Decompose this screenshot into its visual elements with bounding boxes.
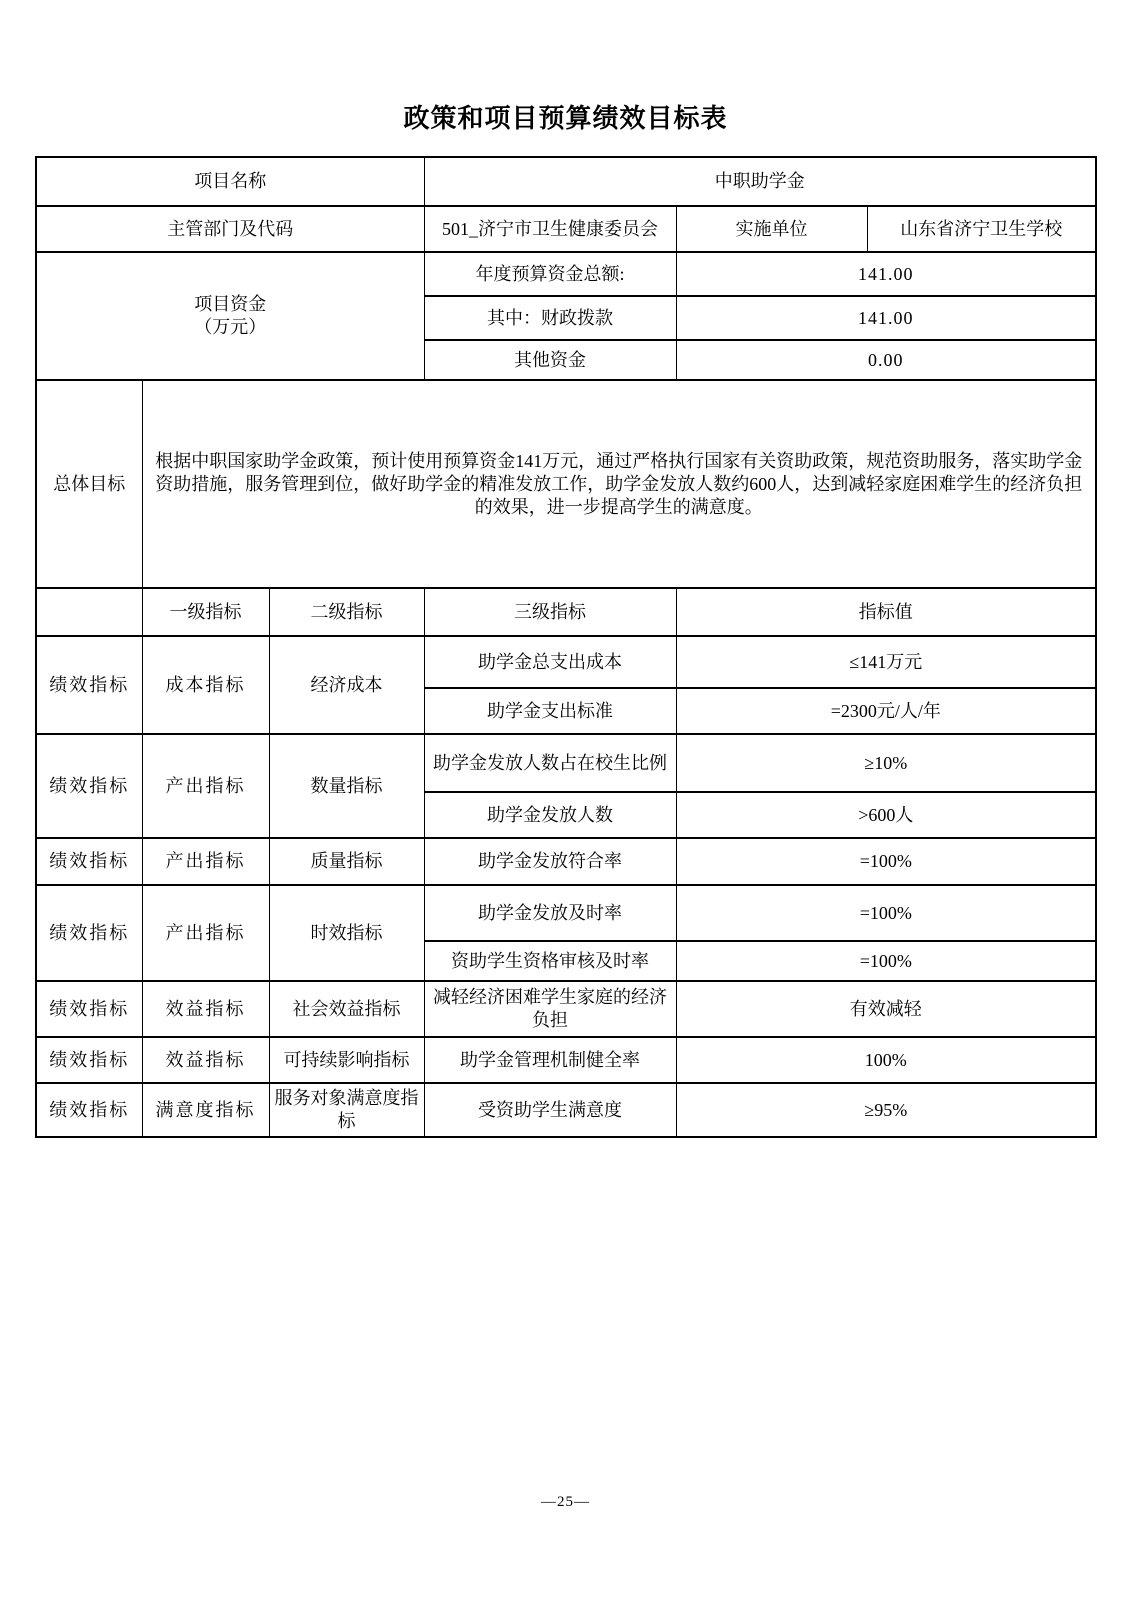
indicator-level3: 减轻经济困难学生家庭的经济负担: [424, 981, 676, 1037]
indicator-header-level1: 一级指标: [142, 588, 269, 636]
overall-goal-text: 根据中职国家助学金政策，预计使用预算资金141万元，通过严格执行国家有关资助政策，规范资助服务，落实助学金资助措施，服务管理到位，做好助学金的精准发放工作，助学金发放人数约600人，达到减轻家庭困难学生的经济负担的效果，进一步提高学生的满意度。: [142, 380, 1096, 588]
indicator-level3: 资助学生资格审核及时率: [424, 941, 676, 981]
table-row: [36, 981, 1096, 1037]
funds-total-label: 年度预算资金总额:: [424, 252, 676, 296]
indicator-value: >600人: [676, 792, 1096, 838]
indicator-value: 有效减轻: [676, 981, 1096, 1037]
table-row: [36, 157, 1096, 206]
page-title: 政策和项目预算绩效目标表: [403, 103, 728, 133]
indicator-header-level2: 二级指标: [269, 588, 424, 636]
indicator-header-value: 指标值: [676, 588, 1096, 636]
table-row: [36, 206, 1096, 252]
table-row: [36, 380, 1096, 588]
indicator-level2: 质量指标: [269, 838, 424, 885]
table-row: [36, 838, 1096, 885]
table-row: [36, 636, 1096, 688]
table-row: [36, 734, 1096, 792]
indicator-level3: 助学金发放人数: [424, 792, 676, 838]
indicator-level2: 可持续影响指标: [269, 1037, 424, 1083]
indicator-level1: 效益指标: [142, 981, 269, 1037]
indicator-category: 绩效指标: [36, 885, 142, 981]
indicator-category: 绩效指标: [36, 981, 142, 1037]
funds-other-value: 0.00: [676, 340, 1096, 380]
indicator-category: 绩效指标: [36, 1037, 142, 1083]
implement-unit-value: 山东省济宁卫生学校: [867, 206, 1096, 252]
indicator-level1: 效益指标: [142, 1037, 269, 1083]
table-row: [36, 588, 1096, 636]
indicator-level3: 助学金发放及时率: [424, 885, 676, 941]
indicator-category: 绩效指标: [36, 838, 142, 885]
indicator-value: 100%: [676, 1037, 1096, 1083]
indicator-level3: 受资助学生满意度: [424, 1083, 676, 1137]
department-value: 501_济宁市卫生健康委员会: [424, 206, 676, 252]
indicator-level2: 社会效益指标: [269, 981, 424, 1037]
funds-fiscal-label: 其中：财政拨款: [424, 296, 676, 340]
funds-label-cell: [36, 252, 424, 380]
overall-goal-label: 总体目标: [36, 380, 142, 588]
indicator-level3: 助学金发放符合率: [424, 838, 676, 885]
page-number: —25—: [541, 1494, 590, 1510]
funds-label-line2: （万元）: [194, 317, 267, 337]
indicator-value: ≥10%: [676, 734, 1096, 792]
indicator-level3: 助学金总支出成本: [424, 636, 676, 688]
implement-unit-label: 实施单位: [676, 206, 867, 252]
indicator-category: 绩效指标: [36, 636, 142, 734]
indicator-level3: 助学金管理机制健全率: [424, 1037, 676, 1083]
table-row: [36, 1037, 1096, 1083]
indicator-level1: 产出指标: [142, 734, 269, 838]
indicator-value: =2300元/人/年: [676, 688, 1096, 734]
performance-target-table: [35, 156, 1097, 1138]
funds-label-line1: 项目资金: [194, 294, 267, 314]
indicator-level2: 服务对象满意度指标: [269, 1083, 424, 1137]
project-name-value: 中职助学金: [424, 157, 1096, 206]
indicator-header-empty: [36, 588, 142, 636]
indicator-level1: 产出指标: [142, 885, 269, 981]
indicator-level2: 经济成本: [269, 636, 424, 734]
table-row: [36, 1083, 1096, 1137]
indicator-header-level3: 三级指标: [424, 588, 676, 636]
indicator-category: 绩效指标: [36, 734, 142, 838]
indicator-value: =100%: [676, 941, 1096, 981]
table-row: [36, 252, 1096, 296]
funds-other-label: 其他资金: [424, 340, 676, 380]
indicator-level3: 助学金发放人数占在校生比例: [424, 734, 676, 792]
indicator-value: =100%: [676, 885, 1096, 941]
indicator-level1: 产出指标: [142, 838, 269, 885]
indicator-level2: 数量指标: [269, 734, 424, 838]
table-row: [36, 885, 1096, 941]
funds-fiscal-value: 141.00: [676, 296, 1096, 340]
indicator-category: 绩效指标: [36, 1083, 142, 1137]
indicator-level1: 满意度指标: [142, 1083, 269, 1137]
indicator-level1: 成本指标: [142, 636, 269, 734]
indicator-value: =100%: [676, 838, 1096, 885]
project-name-label: 项目名称: [36, 157, 424, 206]
department-label: 主管部门及代码: [36, 206, 424, 252]
indicator-level2: 时效指标: [269, 885, 424, 981]
indicator-value: ≤141万元: [676, 636, 1096, 688]
funds-total-value: 141.00: [676, 252, 1096, 296]
indicator-value: ≥95%: [676, 1083, 1096, 1137]
indicator-level3: 助学金支出标准: [424, 688, 676, 734]
